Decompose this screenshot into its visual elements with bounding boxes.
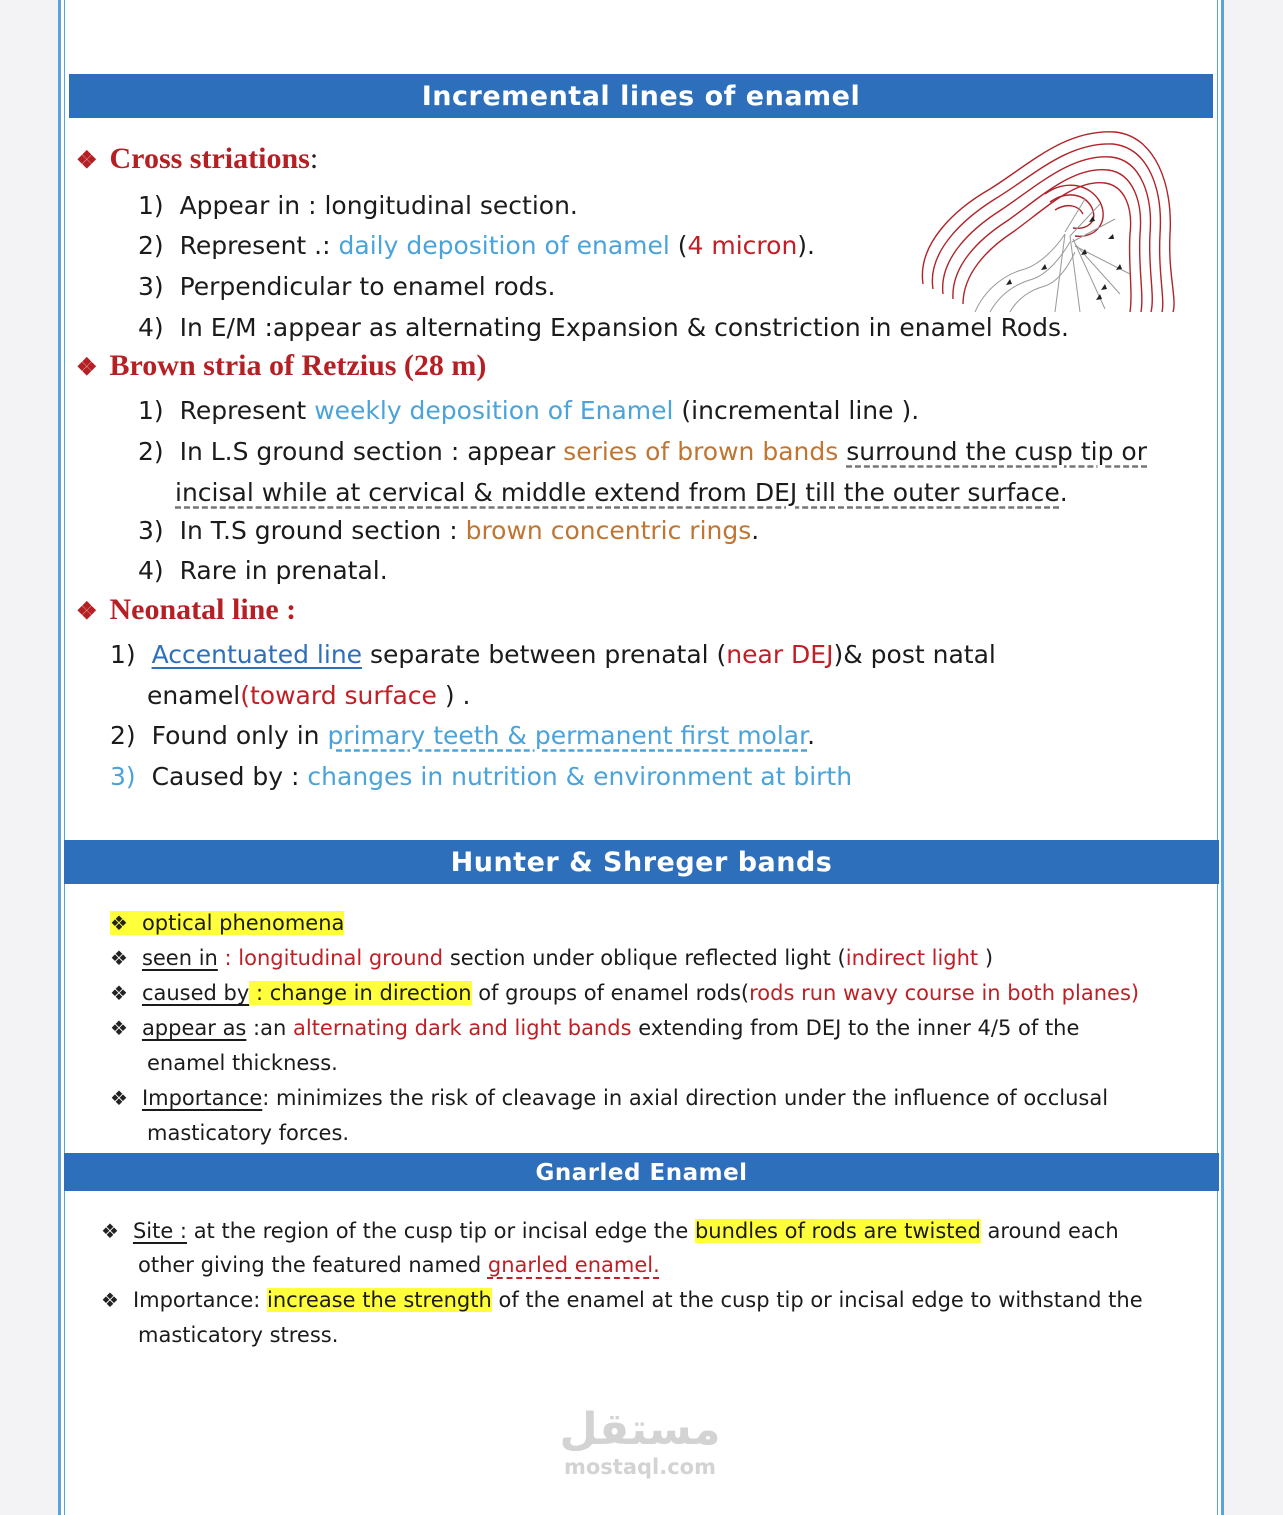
heading-neonatal-line: ❖ Neonatal line : <box>76 593 297 626</box>
diamond-bullet-icon: ❖ <box>110 981 128 1005</box>
hunter-bullet-1: ❖ optical phenomena <box>110 911 345 935</box>
gnarled-bullet-2: ❖ Importance: increase the strength of the enamel at the cusp tip or incisal edge to withstand the <box>101 1288 1143 1312</box>
neonatal-item-3: 3) Caused by : changes in nutrition & environment at birth <box>110 762 853 791</box>
cross-item-3: 3) Perpendicular to enamel rods. <box>138 272 556 301</box>
banner-gnarled-enamel: Gnarled Enamel <box>64 1153 1219 1191</box>
brown-item-2: 2) In L.S ground section : appear series of brown bands surround the cusp tip or <box>138 437 1147 466</box>
mostaql-watermark: مستقل mostaql.com <box>559 1404 721 1479</box>
heading-brown-stria: ❖ Brown stria of Retzius (28 m) <box>76 349 487 382</box>
hunter-bullet-4: ❖ appear as :an alternating dark and light bands extending from DEJ to the inner 4/5 of the <box>110 1016 1080 1040</box>
diamond-bullet-icon: ❖ <box>110 946 128 970</box>
diamond-bullet-icon: ❖ <box>76 355 98 381</box>
hunter-bullet-4-continued: enamel thickness. <box>147 1051 338 1075</box>
heading-cross-striations: ❖ Cross striations: <box>76 142 319 175</box>
hunter-bullet-5: ❖ Importance: minimizes the risk of cleavage in axial direction under the influence of occlusal <box>110 1086 1109 1110</box>
brown-item-3: 3) In T.S ground section : brown concentric rings. <box>138 516 760 545</box>
diamond-bullet-icon: ❖ <box>101 1219 119 1243</box>
diamond-bullet-icon: ❖ <box>101 1288 119 1312</box>
diamond-bullet-icon: ❖ <box>110 1086 128 1110</box>
brown-item-1: 1) Represent weekly deposition of Enamel (incremental line ). <box>138 396 920 425</box>
brown-item-4: 4) Rare in prenatal. <box>138 556 388 585</box>
cross-item-1: 1) Appear in : longitudinal section. <box>138 191 578 220</box>
neonatal-item-1-continued: enamel(toward surface ) . <box>147 681 471 710</box>
cross-item-4: 4) In E/M :appear as alternating Expansion & constriction in enamel Rods. <box>138 313 1069 342</box>
diamond-bullet-icon: ❖ <box>110 1016 128 1040</box>
gnarled-bullet-2-continued: masticatory stress. <box>138 1323 339 1347</box>
cross-item-2: 2) Represent .: daily deposition of enamel (4 micron). <box>138 231 815 260</box>
enamel-rings-diagram <box>915 124 1180 314</box>
diamond-bullet-icon: ❖ <box>110 911 128 935</box>
neonatal-item-1: 1) Accentuated line separate between prenatal (near DEJ)& post natal <box>110 640 996 669</box>
diamond-bullet-icon: ❖ <box>76 148 98 174</box>
diamond-bullet-icon: ❖ <box>76 599 98 625</box>
hunter-bullet-2: ❖ seen in : longitudinal ground section under oblique reflected light (indirect light ) <box>110 946 994 970</box>
hunter-bullet-5-continued: masticatory forces. <box>147 1121 350 1145</box>
brown-item-2-continued: incisal while at cervical & middle extend from DEJ till the outer surface. <box>175 478 1068 507</box>
hunter-bullet-3: ❖ caused by : change in direction of groups of enamel rods(rods run wavy course in both planes) <box>110 981 1140 1005</box>
banner-incremental-lines: Incremental lines of enamel <box>69 74 1213 118</box>
gnarled-bullet-1: ❖ Site : at the region of the cusp tip or incisal edge the bundles of rods are twisted around each <box>101 1219 1119 1243</box>
gnarled-bullet-1-continued: other giving the featured named gnarled enamel. <box>138 1253 660 1277</box>
neonatal-item-2: 2) Found only in primary teeth & permanent first molar. <box>110 721 816 750</box>
banner-hunter-shreger: Hunter & Shreger bands <box>64 840 1219 884</box>
